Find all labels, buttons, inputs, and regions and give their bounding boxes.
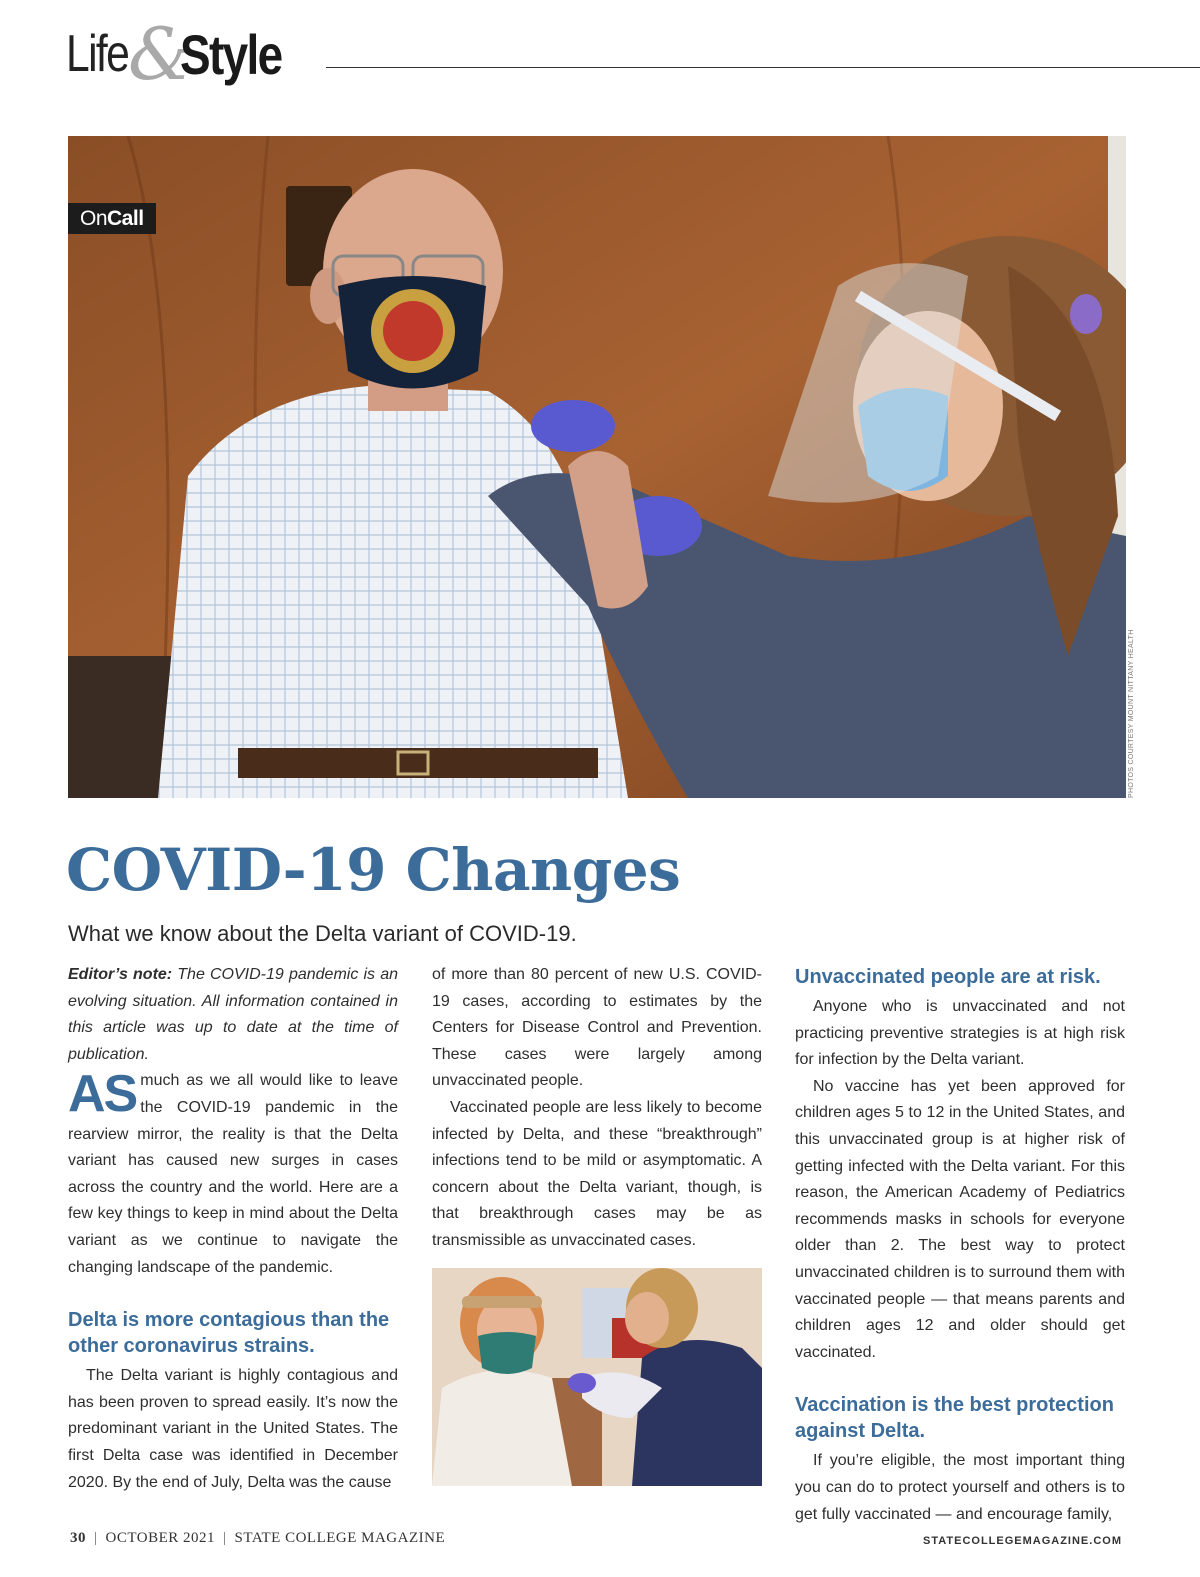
column-3 — [795, 962, 1125, 1528]
footer-folio — [70, 1530, 445, 1547]
paragraph-cdc-estimates: of more than 80 percent of new U.S. COVID-19 cases, according to estimates by the Centers for Disease Control and Prevention. These cases were largely among unvaccinated people. — [432, 966, 762, 1090]
section-masthead — [66, 14, 1200, 94]
issue-date: OCTOBER 2021 — [105, 1530, 215, 1546]
column-2 — [432, 962, 762, 1255]
intro-text: much as we all would like to leave the COVID-19 pandemic in the rearview mirror, the reality is that the Delta variant has caused new surges in cases across the country and the world. Here are a few key things to keep in mind about the Delta variant as we continue to navigate the changing landscape of the pandemic. — [68, 1072, 398, 1276]
masthead-style: Style — [180, 23, 282, 86]
masthead-rule — [326, 67, 1200, 68]
folio-separator: | — [94, 1530, 98, 1546]
article-title: COVID-19 Changes — [66, 836, 681, 904]
inset-photo — [432, 1268, 762, 1486]
paragraph-vaccination: If you’re eligible, the most important thing you can do to protect yourself and others is to get fully vaccinated — and encourage family, — [795, 1452, 1125, 1523]
folio-separator-2: | — [223, 1530, 227, 1546]
editor-note-text: The COVID-19 pandemic is an evolving situation. All information contained in this article was up to date at the time of publication. — [68, 966, 398, 1063]
section-heading-unvaccinated: Unvaccinated people are at risk. — [795, 966, 1101, 988]
column-1 — [68, 962, 398, 1496]
editor-note-label: Editor’s note: — [68, 966, 173, 983]
paragraph-breakthrough: Vaccinated people are less likely to become infected by Delta, and these “breakthrough” infections tend to be mild or asymptomatic. A concern about the Delta variant, though, is that breakthrough cases may be as transmissible as unvaccinated cases. — [432, 1098, 762, 1249]
oncall-tag — [68, 203, 156, 234]
hero-photo — [68, 136, 1126, 798]
oncall-on: On — [80, 207, 108, 230]
magazine-name: STATE COLLEGE MAGAZINE — [234, 1530, 446, 1546]
section-heading-vaccination: Vaccination is the best protection against Delta. — [795, 1394, 1114, 1443]
section-heading-contagious: Delta is more contagious than the other coronavirus strains. — [68, 1309, 390, 1358]
footer-website: STATECOLLEGEMAGAZINE.COM — [923, 1535, 1122, 1547]
paragraph-children: No vaccine has yet been approved for children ages 5 to 12 in the United States, and this unvaccinated group is at higher risk of getting infected with the Delta variant. For this reason, the American Academy of Pediatrics recommends masks in schools for everyone older than 2. The best way to protect unvaccinated children is to surround them with vaccinated people — that means parents and children ages 12 and older should get vaccinated. — [795, 1077, 1125, 1361]
masthead-ampersand: & — [128, 12, 193, 96]
editor-note — [68, 962, 398, 1068]
intro-paragraph — [68, 1065, 398, 1281]
drop-cap: AS — [68, 1065, 137, 1124]
masthead-life: Life — [66, 25, 129, 83]
page-number: 30 — [70, 1530, 86, 1546]
paragraph-contagious: The Delta variant is highly contagious and has been proven to spread easily. It’s now the predominant variant in the United States. The first Delta case was identified in December 2020. By the end of July, Delta was the cause — [68, 1367, 398, 1491]
oncall-call: Call — [107, 207, 144, 230]
photo-credit: PHOTOS COURTESY MOUNT NITTANY HEALTH — [1128, 629, 1135, 798]
paragraph-unvaccinated-risk: Anyone who is unvaccinated and not practicing preventive strategies is at high risk for infection by the Delta variant. — [795, 998, 1125, 1069]
article-subtitle: What we know about the Delta variant of COVID-19. — [68, 921, 577, 946]
